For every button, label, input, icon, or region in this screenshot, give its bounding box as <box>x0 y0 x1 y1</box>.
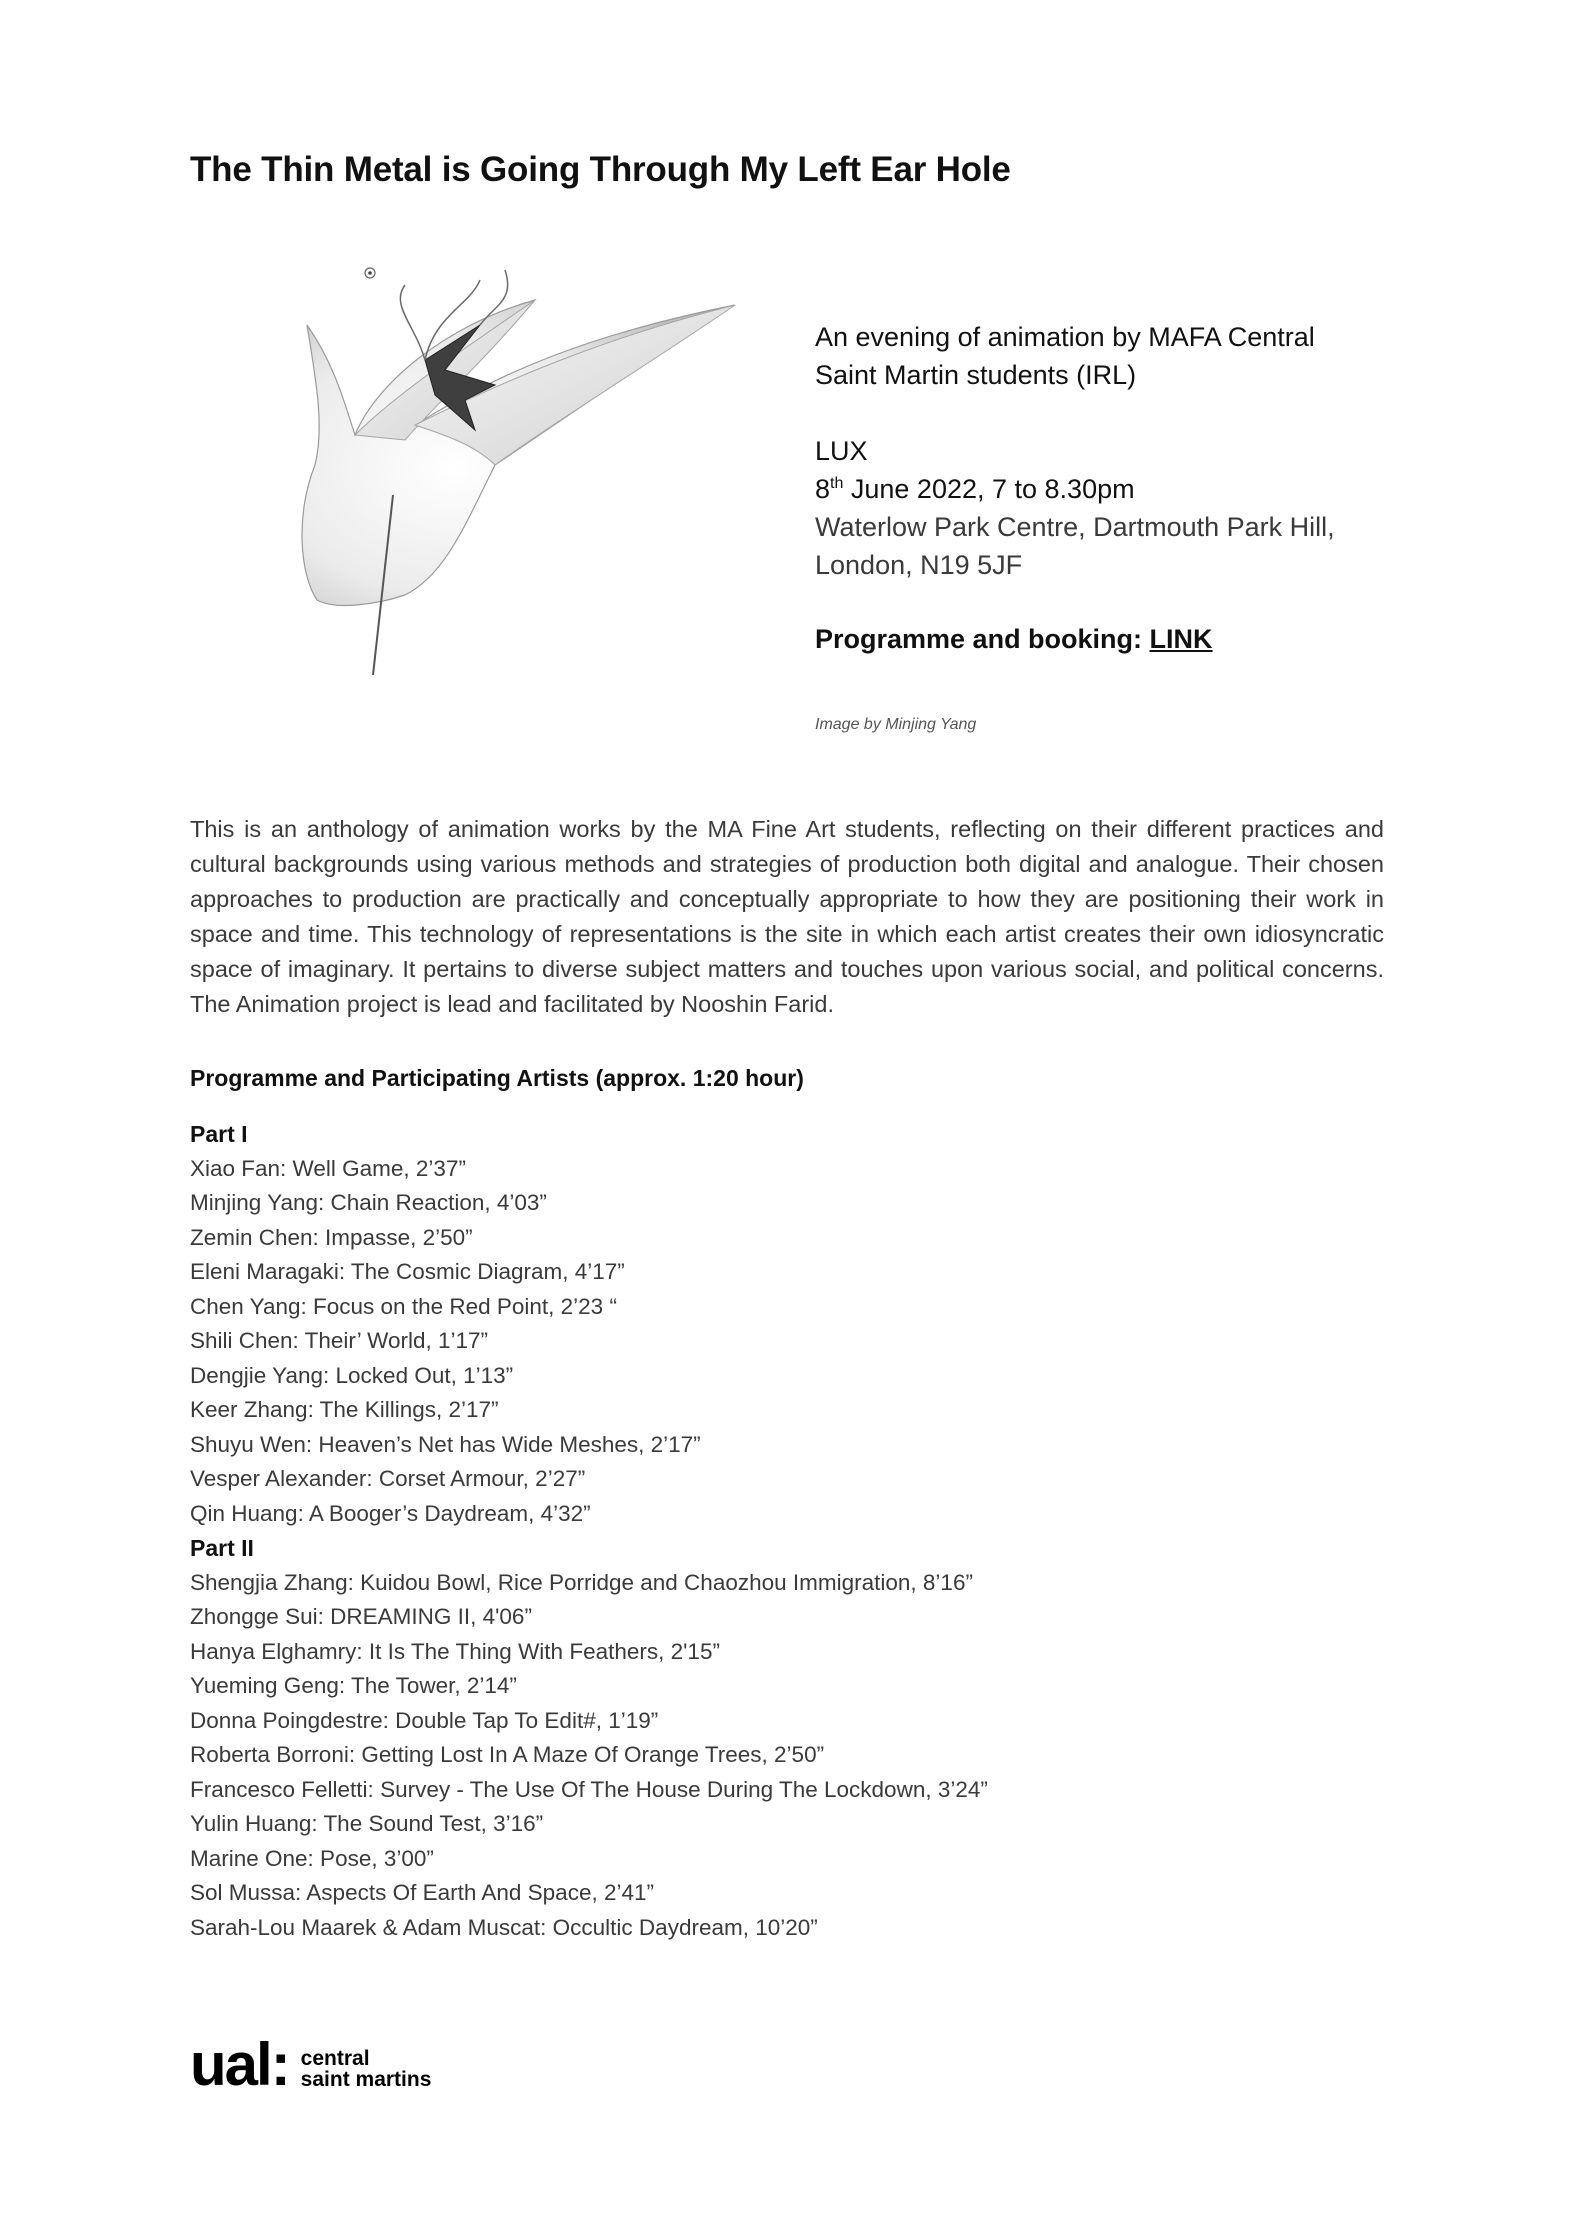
list-item: Minjing Yang: Chain Reaction, 4’03” <box>190 1190 547 1215</box>
list-item: Chen Yang: Focus on the Red Point, 2’23 “ <box>190 1293 617 1319</box>
list-item: Marine One: Pose, 3’00” <box>190 1845 434 1871</box>
logo-mark: ual: <box>190 2031 289 2098</box>
list-item: Qin Huang: A Booger’s Daydream, 4’32” <box>190 1500 591 1526</box>
list-item: Donna Poingdestre: Double Tap To Edit#, 1’19” <box>190 1707 659 1733</box>
list-item: Keer Zhang: The Killings, 2’17” <box>190 1397 499 1422</box>
list-item: Francesco Felletti: Survey - The Use Of The House During The Lockdown, 3’24” <box>190 1776 988 1802</box>
artwork-illustration <box>295 265 775 675</box>
logo-line-saint-martins: saint martins <box>300 2068 432 2091</box>
part-heading: Part II <box>190 1535 254 1561</box>
list-item: Shuyu Wen: Heaven’s Net has Wide Meshes, 2’17” <box>190 1431 701 1457</box>
event-date-rest: June 2022, 7 to 8.30pm <box>843 474 1135 504</box>
event-info <box>815 318 1375 658</box>
event-address: Waterlow Park Centre, Dartmouth Park Hill, London, N19 5JF <box>815 512 1335 580</box>
document-title: The Thin Metal is Going Through My Left Ear Hole <box>190 150 1011 189</box>
programme-heading: Programme and Participating Artists (approx. 1:20 hour) <box>190 1065 804 1091</box>
list-item: Xiao Fan: Well Game, 2’37” <box>190 1155 466 1181</box>
event-date-day: 8 <box>815 474 831 504</box>
work-list <box>190 1566 1390 1946</box>
list-item: Hanya Elghamry: It Is The Thing With Feathers, 2'15” <box>190 1638 720 1664</box>
list-item: Sol Mussa: Aspects Of Earth And Space, 2’41” <box>190 1880 654 1905</box>
event-date <box>815 470 1375 508</box>
list-item: Zhongge Sui: DREAMING II, 4'06” <box>190 1604 532 1629</box>
work-list <box>190 1152 1390 1532</box>
part-heading: Part I <box>190 1121 248 1147</box>
booking-label: Programme and booking: <box>815 624 1150 654</box>
list-item: Eleni Maragaki: The Cosmic Diagram, 4’17” <box>190 1259 625 1284</box>
programme-list <box>190 1117 1390 1945</box>
intro-paragraph: This is an anthology of animation works by the MA Fine Art students, reflecting on their different practices and cultural backgrounds using various methods and strategies of production both digital and analogue. Their chosen approaches to production are practically and conceptually appropriate to how they are positioning their work in space and time. This technology of representations is the site in which each artist creates their own idiosyncratic space of imaginary. It pertains to diverse subject matters and touches upon various social, and political concerns. The Animation project is lead and facilitated by Nooshin Farid. <box>190 816 1384 1017</box>
programme-part <box>190 1117 1390 1531</box>
booking-line <box>815 620 1375 658</box>
list-item: Vesper Alexander: Corset Armour, 2’27” <box>190 1466 586 1491</box>
programme-part <box>190 1531 1390 1945</box>
list-item: Yulin Huang: The Sound Test, 3’16” <box>190 1811 544 1836</box>
logo-line-central: central <box>300 2047 370 2070</box>
event-venue: LUX <box>815 436 868 466</box>
ual-csm-logo <box>190 2031 432 2098</box>
list-item: Dengjie Yang: Locked Out, 1’13” <box>190 1362 514 1388</box>
booking-link[interactable]: LINK <box>1149 624 1213 654</box>
list-item: Yueming Geng: The Tower, 2’14” <box>190 1673 517 1698</box>
event-subtitle: An evening of animation by MAFA Central Saint Martin students (IRL) <box>815 322 1315 390</box>
list-item: Shengjia Zhang: Kuidou Bowl, Rice Porridge and Chaozhou Immigration, 8’16” <box>190 1569 973 1595</box>
event-date-suffix: th <box>830 475 844 492</box>
logo-text <box>301 2048 432 2090</box>
list-item: Shili Chen: Their’ World, 1’17” <box>190 1328 489 1353</box>
list-item: Roberta Borroni: Getting Lost In A Maze Of Orange Trees, 2’50” <box>190 1742 825 1767</box>
image-credit: Image by Minjing Yang <box>815 716 977 733</box>
list-item: Zemin Chen: Impasse, 2’50” <box>190 1224 473 1250</box>
list-item: Sarah-Lou Maarek & Adam Muscat: Occultic Daydream, 10’20” <box>190 1914 818 1940</box>
